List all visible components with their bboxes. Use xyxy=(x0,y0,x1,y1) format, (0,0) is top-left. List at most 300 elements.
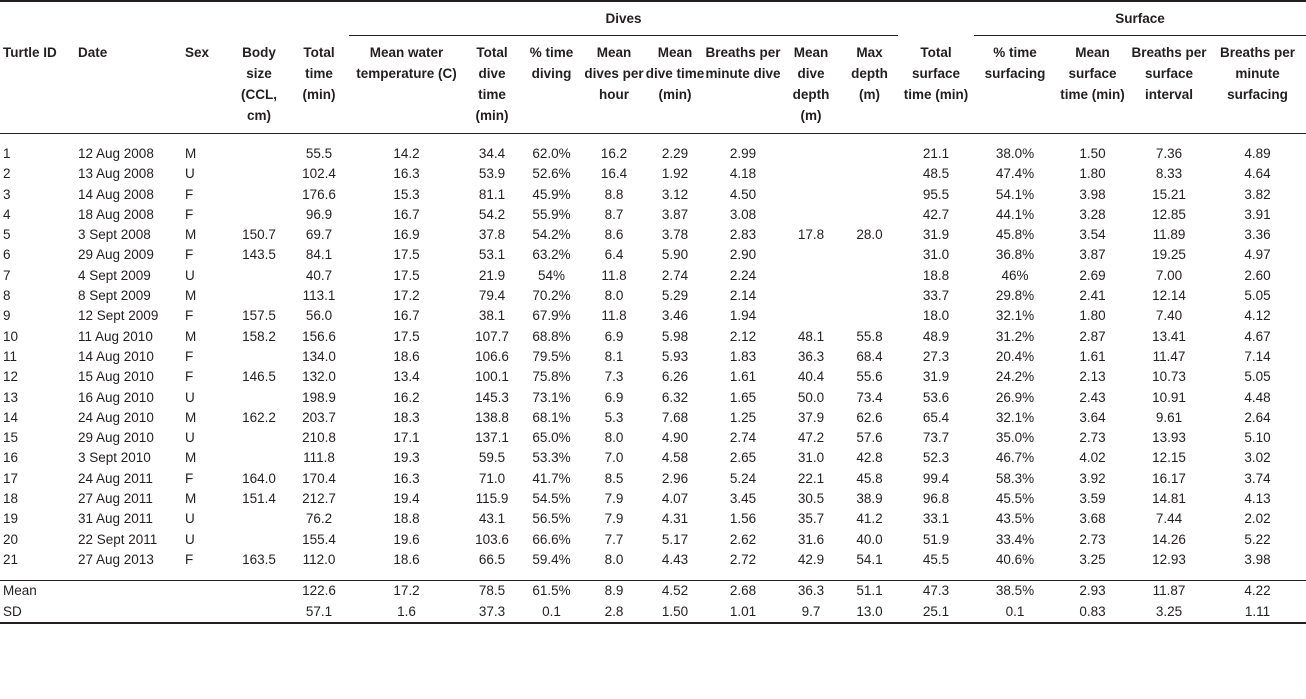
table-cell: F xyxy=(185,551,194,567)
table-cell: 27 Aug 2013 xyxy=(78,551,154,567)
table-cell: 15 Aug 2010 xyxy=(78,369,154,385)
table-cell xyxy=(229,509,289,529)
table-cell xyxy=(229,448,289,468)
table-cell: 54.1 xyxy=(856,551,883,567)
table-cell: 15 xyxy=(3,430,19,446)
column-header: Total time (min) xyxy=(289,36,349,134)
table-cell: 31.0 xyxy=(797,450,825,466)
table-cell: 17.5 xyxy=(393,247,420,263)
table-row xyxy=(0,388,1306,408)
table-cell: 48.1 xyxy=(797,328,825,344)
table-cell: 11.8 xyxy=(601,308,627,324)
table-cell: 45.8 xyxy=(856,470,883,486)
table-cell: U xyxy=(185,166,195,182)
table-cell: F xyxy=(185,186,194,202)
table-cell: 32.1% xyxy=(995,308,1035,324)
table-cell: 8 Sept 2009 xyxy=(78,288,151,304)
table-cell: 3 Sept 2010 xyxy=(78,450,151,466)
table-cell xyxy=(229,388,289,408)
table-cell: 2.87 xyxy=(1079,328,1106,344)
table-cell xyxy=(229,144,289,164)
table-row xyxy=(0,489,1306,509)
table-cell: 2.72 xyxy=(729,551,757,567)
table-row xyxy=(0,469,1306,489)
table-cell: 41.7% xyxy=(532,470,571,486)
table-cell: 28.0 xyxy=(856,227,883,243)
table-cell xyxy=(781,144,841,164)
table-cell: 79.5% xyxy=(532,348,571,364)
table-cell: M xyxy=(185,146,197,161)
table-cell: M xyxy=(185,227,197,243)
table-cell: 24.2% xyxy=(995,369,1035,385)
table-cell: 40.6% xyxy=(995,551,1035,567)
table-cell: 45.8% xyxy=(995,227,1035,243)
table-cell: 3.36 xyxy=(1244,227,1271,243)
table-cell: 5.24 xyxy=(729,470,757,486)
table-cell: 45.9% xyxy=(532,186,571,202)
table-cell: M xyxy=(185,328,197,344)
table-cell: 3.74 xyxy=(1244,470,1271,486)
table-cell: F xyxy=(185,369,194,385)
table-cell: 7 xyxy=(3,267,11,283)
table-cell: 46% xyxy=(1001,267,1029,283)
table-cell: 8.1 xyxy=(604,348,624,364)
table-cell: 1.83 xyxy=(729,348,757,364)
table-cell: 35.0% xyxy=(995,430,1035,446)
table-cell: 103.6 xyxy=(475,531,509,547)
table-cell: 34.4 xyxy=(478,146,506,161)
table-cell: 3.92 xyxy=(1079,470,1106,486)
table-cell: 3.68 xyxy=(1079,511,1106,527)
table-cell: 70.2% xyxy=(532,288,571,304)
table-cell: U xyxy=(185,511,195,527)
table-cell: 11.87 xyxy=(1129,581,1209,602)
table-cell: 47.4% xyxy=(995,166,1035,182)
table-cell: 5.10 xyxy=(1244,430,1271,446)
table-row xyxy=(0,327,1306,347)
table-cell: 36.3 xyxy=(781,581,841,602)
table-cell: 27.3 xyxy=(922,348,950,364)
table-cell: 2.60 xyxy=(1244,267,1271,283)
table-cell: 38.0% xyxy=(995,146,1035,161)
table-cell: 53.1 xyxy=(478,247,506,263)
table-cell: 2.64 xyxy=(1244,409,1271,425)
table-cell: 3.45 xyxy=(729,491,757,507)
table-cell: 68.8% xyxy=(532,328,571,344)
table-cell: 2.14 xyxy=(729,288,757,304)
table-cell: 2.65 xyxy=(729,450,757,466)
table-cell: 16.7 xyxy=(393,308,420,324)
table-cell: Mean xyxy=(0,581,75,602)
table-cell: 176.6 xyxy=(302,186,336,202)
table-cell: 7.0 xyxy=(604,450,624,466)
table-cell: 29 Aug 2010 xyxy=(78,430,154,446)
table-row xyxy=(0,225,1306,245)
table-cell: 7.14 xyxy=(1244,348,1271,364)
table-cell: 100.1 xyxy=(475,369,509,385)
table-row xyxy=(0,306,1306,326)
table-cell xyxy=(229,185,289,205)
table-cell: 43.5% xyxy=(995,511,1035,527)
table-cell: 1.50 xyxy=(645,602,705,623)
table-cell: 4.58 xyxy=(661,450,689,466)
table-cell: 17.1 xyxy=(393,430,420,446)
table-cell: 29.8% xyxy=(995,288,1035,304)
table-cell: 12 xyxy=(3,369,19,385)
table-cell: 8.5 xyxy=(604,470,624,486)
table-cell: 15.3 xyxy=(393,186,420,202)
table-cell xyxy=(841,185,898,205)
table-cell: 2.68 xyxy=(705,581,781,602)
column-header: Mean dive depth (m) xyxy=(781,36,841,134)
table-cell: 14.81 xyxy=(1152,491,1186,507)
table-row xyxy=(0,347,1306,367)
column-header: Max depth (m) xyxy=(841,36,898,134)
table-cell: 8.33 xyxy=(1155,166,1183,182)
table-cell: 54.2 xyxy=(478,206,506,222)
table-cell: 42.8 xyxy=(856,450,883,466)
table-cell: 1 xyxy=(3,146,11,161)
table-cell: 203.7 xyxy=(302,409,336,425)
column-header: Mean water temperature (C) xyxy=(349,36,464,134)
column-header: % time surfacing xyxy=(974,36,1056,134)
table-cell: 30.5 xyxy=(797,491,825,507)
table-row xyxy=(0,144,1306,164)
table-cell: 151.4 xyxy=(242,491,276,507)
table-cell: 7.40 xyxy=(1155,308,1183,324)
table-cell: 4.07 xyxy=(661,491,689,507)
table-cell: 106.6 xyxy=(475,348,509,364)
table-cell: 71.0 xyxy=(478,470,506,486)
table-cell: 2.69 xyxy=(1079,267,1106,283)
table-cell xyxy=(229,205,289,225)
table-cell: 13.41 xyxy=(1152,328,1186,344)
table-cell: 44.1% xyxy=(995,206,1035,222)
table-cell: 17 xyxy=(3,470,19,486)
table-cell: 12.85 xyxy=(1152,206,1186,222)
table-cell: 19.3 xyxy=(393,450,420,466)
table-cell: 11 Aug 2010 xyxy=(78,328,153,344)
table-cell: 2.12 xyxy=(729,328,757,344)
table-cell: 8.0 xyxy=(604,551,624,567)
group-header-row xyxy=(0,1,1306,36)
table-cell: 67.9% xyxy=(532,308,571,324)
table-cell: 46.7% xyxy=(995,450,1035,466)
table-cell: 55.6 xyxy=(856,369,883,385)
table-cell: 50.0 xyxy=(797,389,825,405)
table-cell: 170.4 xyxy=(302,470,336,486)
table-cell: 7.9 xyxy=(604,511,624,527)
table-cell: 45.5 xyxy=(922,551,950,567)
table-cell: 79.4 xyxy=(478,288,506,304)
table-cell: 59.5 xyxy=(478,450,506,466)
table-cell: 16.9 xyxy=(393,227,420,243)
table-cell: 8.8 xyxy=(604,186,624,202)
table-cell: 4.52 xyxy=(645,581,705,602)
table-cell: 18.3 xyxy=(393,409,420,425)
table-cell: 2.93 xyxy=(1056,581,1129,602)
table-cell: 17.8 xyxy=(797,227,825,243)
table-cell: 54.2% xyxy=(532,227,571,243)
table-cell: 54.5% xyxy=(532,491,571,507)
table-cell: 3.08 xyxy=(729,206,757,222)
table-cell: 7.44 xyxy=(1155,511,1183,527)
table-cell: 112.0 xyxy=(302,551,336,567)
table-cell xyxy=(229,428,289,448)
table-cell: 4.97 xyxy=(1244,247,1271,263)
table-cell: 163.5 xyxy=(242,551,276,567)
table-cell: 146.5 xyxy=(242,369,276,385)
table-cell: 155.4 xyxy=(302,531,336,547)
table-cell: 2.02 xyxy=(1244,511,1271,527)
table-cell: 73.4 xyxy=(856,389,883,405)
table-cell: 96.8 xyxy=(922,491,950,507)
table-cell: F xyxy=(185,470,194,486)
table-cell: 41.2 xyxy=(856,511,883,527)
table-cell xyxy=(229,266,289,286)
table-cell: 1.11 xyxy=(1209,602,1306,623)
table-cell: M xyxy=(185,491,197,507)
table-cell xyxy=(75,602,182,623)
table-cell: 66.5 xyxy=(478,551,506,567)
table-cell: 57.1 xyxy=(289,602,349,623)
table-cell: 4.64 xyxy=(1244,166,1271,182)
table-cell: 6.9 xyxy=(604,389,624,405)
table-cell: 5.05 xyxy=(1244,369,1271,385)
table-cell: 102.4 xyxy=(302,166,336,182)
table-cell: 33.1 xyxy=(922,511,950,527)
table-cell: U xyxy=(185,531,195,547)
table-cell: 7.9 xyxy=(604,491,624,507)
table-cell xyxy=(182,602,229,623)
table-cell: 8.6 xyxy=(604,227,624,243)
table-cell: 62.0% xyxy=(532,146,571,161)
table-cell: 65.0% xyxy=(532,430,571,446)
table-cell: 3.25 xyxy=(1129,602,1209,623)
table-cell: 2.99 xyxy=(729,146,757,161)
table-cell xyxy=(781,205,841,225)
table-cell: 13.0 xyxy=(841,602,898,623)
table-cell xyxy=(229,602,289,623)
table-cell: 7.3 xyxy=(604,369,624,385)
table-cell: 9.7 xyxy=(781,602,841,623)
table-cell: 58.3% xyxy=(995,470,1035,486)
table-cell: 9 xyxy=(3,308,11,324)
table-cell: 1.01 xyxy=(705,602,781,623)
table-cell: 43.1 xyxy=(478,511,506,527)
table-row xyxy=(0,448,1306,468)
table-cell: 1.80 xyxy=(1079,166,1106,182)
table-cell: 137.1 xyxy=(475,430,509,446)
table-cell: 18.8 xyxy=(922,267,950,283)
table-cell: 15.21 xyxy=(1152,186,1186,202)
table-cell: 1.56 xyxy=(729,511,757,527)
table-cell: 1.65 xyxy=(729,389,757,405)
table-cell: 56.5% xyxy=(532,511,571,527)
table-cell: 11.8 xyxy=(601,267,627,283)
table-cell: 3.02 xyxy=(1244,450,1271,466)
table-cell: 122.6 xyxy=(289,581,349,602)
table-cell: 40.7 xyxy=(305,267,333,283)
table-cell: 8.0 xyxy=(604,430,624,446)
table-cell: 158.2 xyxy=(242,328,276,344)
table-cell: 3.28 xyxy=(1079,206,1106,222)
table-cell: 6.4 xyxy=(604,247,624,263)
table-cell xyxy=(841,286,898,306)
table-cell: 2.73 xyxy=(1079,531,1106,547)
table-cell: 7.68 xyxy=(661,409,689,425)
table-cell: F xyxy=(185,308,194,324)
table-cell: 1.50 xyxy=(1079,146,1106,161)
table-cell: 68.4 xyxy=(856,348,883,364)
column-header: Total surface time (min) xyxy=(898,36,974,134)
table-cell xyxy=(75,581,182,602)
table-cell: 53.3% xyxy=(532,450,571,466)
table-cell: 107.7 xyxy=(475,328,509,344)
table-cell: 14.26 xyxy=(1152,531,1186,547)
table-cell: 42.7 xyxy=(922,206,950,222)
table-cell: 2.41 xyxy=(1079,288,1106,304)
table-cell: 12.15 xyxy=(1152,450,1186,466)
table-cell: 24 Aug 2011 xyxy=(78,470,153,486)
table-cell: 4.02 xyxy=(1079,450,1106,466)
table-cell: 21.1 xyxy=(922,146,950,161)
table-cell: 1.61 xyxy=(1079,348,1106,364)
table-cell: 5.29 xyxy=(661,288,689,304)
table-cell: 1.92 xyxy=(661,166,689,182)
table-cell: 134.0 xyxy=(302,348,336,364)
table-cell: 65.4 xyxy=(922,409,950,425)
table-cell: 38.5% xyxy=(974,581,1056,602)
table-cell: 1.94 xyxy=(729,308,757,324)
table-cell: 12 Aug 2008 xyxy=(78,146,154,161)
column-header: Total dive time (min) xyxy=(464,36,520,134)
table-cell: 3.54 xyxy=(1079,227,1106,243)
table-cell: 210.8 xyxy=(302,430,336,446)
table-body xyxy=(0,134,1306,623)
table-cell: 4.13 xyxy=(1244,491,1271,507)
table-cell: 66.6% xyxy=(532,531,571,547)
table-cell: 38.1 xyxy=(478,308,506,324)
column-header: Sex xyxy=(182,36,229,134)
table-cell: 69.7 xyxy=(305,227,333,243)
column-header: Mean dives per hour xyxy=(583,36,645,134)
table-cell: 29 Aug 2009 xyxy=(78,247,154,263)
table-cell: 6.32 xyxy=(661,389,689,405)
table-cell: 164.0 xyxy=(242,470,276,486)
table-cell: 6.26 xyxy=(661,369,689,385)
table-cell: 198.9 xyxy=(302,389,336,405)
table-cell: 18.8 xyxy=(393,511,420,527)
column-header: Body size (CCL, cm) xyxy=(229,36,289,134)
table-cell: M xyxy=(185,409,197,425)
table-cell: 8 xyxy=(3,288,11,304)
table-cell: SD xyxy=(0,602,75,623)
table-cell xyxy=(781,306,841,326)
table-cell: 3.82 xyxy=(1244,186,1271,202)
table-cell: 3.87 xyxy=(661,206,689,222)
table-cell: 38.9 xyxy=(856,491,883,507)
table-cell: 2.90 xyxy=(729,247,757,263)
table-cell: 115.9 xyxy=(475,491,509,507)
group-header-dives: Dives xyxy=(349,1,898,36)
table-cell: 78.5 xyxy=(464,581,520,602)
table-cell: 19.25 xyxy=(1152,247,1186,263)
table-cell: 4.12 xyxy=(1244,308,1271,324)
table-cell: 3.91 xyxy=(1244,206,1271,222)
table-cell: 16.17 xyxy=(1152,470,1186,486)
table-cell: 4 xyxy=(3,206,11,222)
table-cell: 31.9 xyxy=(922,369,950,385)
table-cell: 33.4% xyxy=(995,531,1035,547)
column-header: Breaths per surface interval xyxy=(1129,36,1209,134)
table-cell xyxy=(841,205,898,225)
table-cell: 5.17 xyxy=(661,531,689,547)
table-cell: U xyxy=(185,267,195,283)
table-cell: 10 xyxy=(3,328,19,344)
table-cell: 31 Aug 2011 xyxy=(78,511,153,527)
table-cell: 13.93 xyxy=(1152,430,1186,446)
table-cell: 8.7 xyxy=(604,206,624,222)
table-cell: 4.22 xyxy=(1209,581,1306,602)
table-cell: 48.9 xyxy=(922,328,950,344)
table-cell: 51.9 xyxy=(922,531,950,547)
table-cell: 10.91 xyxy=(1152,389,1186,405)
table-cell xyxy=(781,286,841,306)
table-cell: 162.2 xyxy=(242,409,276,425)
table-cell: 55.9% xyxy=(532,206,571,222)
table-cell xyxy=(841,164,898,184)
table-cell: 21.9 xyxy=(478,267,506,283)
table-cell: 3.12 xyxy=(661,186,689,202)
table-cell: 4.18 xyxy=(729,166,757,182)
table-cell: 5.22 xyxy=(1244,531,1271,547)
table-cell: 2.83 xyxy=(729,227,757,243)
table-cell xyxy=(781,266,841,286)
table-cell: 1.61 xyxy=(729,369,757,385)
table-cell: 14.2 xyxy=(393,146,420,161)
table-cell: 11.89 xyxy=(1152,227,1186,243)
table-cell: 37.3 xyxy=(464,602,520,623)
table-cell: 81.1 xyxy=(478,186,506,202)
table-cell: 18 Aug 2008 xyxy=(78,206,154,222)
table-cell: U xyxy=(185,389,195,405)
table-cell: 4.48 xyxy=(1244,389,1271,405)
table-cell: 3.98 xyxy=(1079,186,1106,202)
table-cell: U xyxy=(185,430,195,446)
table-cell: 0.1 xyxy=(974,602,1056,623)
table-cell: 2.96 xyxy=(661,470,689,486)
table-cell: 4 Sept 2009 xyxy=(78,267,151,283)
table-cell: 53.6 xyxy=(922,389,950,405)
table-cell: 2.74 xyxy=(729,430,757,446)
summary-row xyxy=(0,602,1306,623)
table-cell: 0.83 xyxy=(1056,602,1129,623)
table-row xyxy=(0,428,1306,448)
table-row xyxy=(0,408,1306,428)
table-cell: 76.2 xyxy=(305,511,333,527)
table-cell: 20 xyxy=(3,531,19,547)
table-cell xyxy=(229,164,289,184)
table-cell: 3.78 xyxy=(661,227,689,243)
table-cell: 17.2 xyxy=(393,288,420,304)
column-header: Date xyxy=(75,36,182,134)
table-cell: 5.3 xyxy=(604,409,624,425)
group-header-surface: Surface xyxy=(974,1,1306,36)
table-cell: 52.3 xyxy=(922,450,950,466)
table-cell: 14 xyxy=(3,409,19,425)
table-cell: 5.93 xyxy=(661,348,689,364)
